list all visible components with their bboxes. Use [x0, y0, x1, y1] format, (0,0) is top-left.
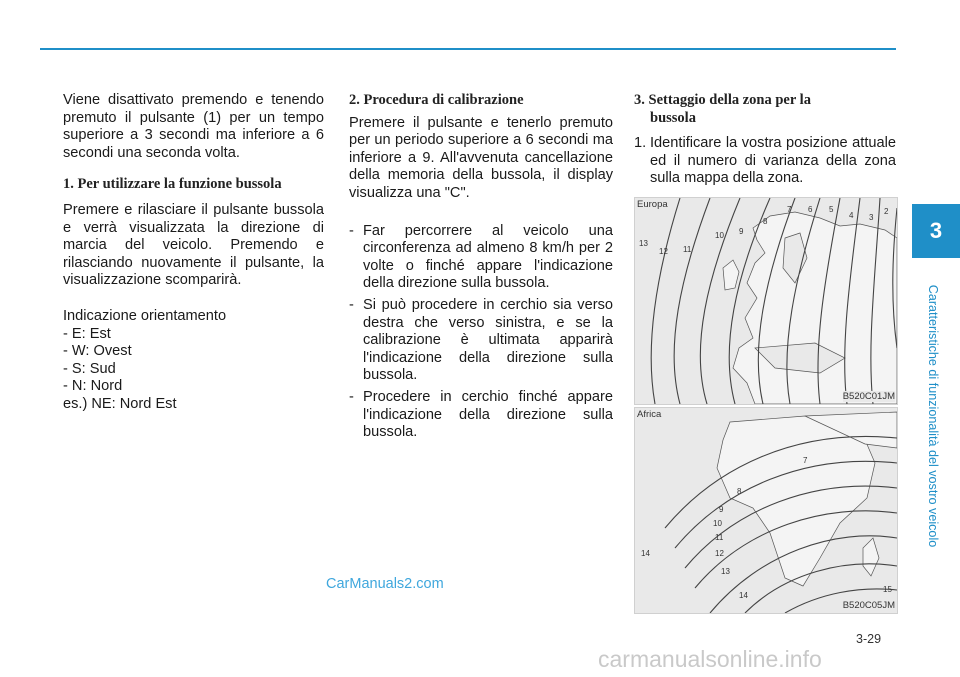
- zone-heading-line1: 3. Settaggio della zona per la: [634, 92, 811, 108]
- europe-zone-map: [634, 197, 898, 405]
- zone-number: 15: [883, 585, 892, 594]
- zone-number: 11: [683, 245, 692, 254]
- calibration-step: [349, 223, 613, 293]
- zone-number: 6: [808, 205, 813, 214]
- bullet-dash: -: [349, 296, 354, 313]
- bullet-dash: -: [349, 222, 354, 239]
- calibration-step: [349, 297, 613, 385]
- zone-number: 11: [715, 533, 724, 542]
- step-number: 1.: [634, 135, 647, 152]
- zone-number: 13: [721, 567, 730, 576]
- compass-paragraph: Premere e rilasciare il pulsante bussola e verrà visualizzata la direzione di marcia del veicolo. Premendo e rilasciando nuovamente il pulsante, la visualizzazione scomparirà.: [63, 201, 324, 289]
- zone-number: 9: [739, 227, 744, 236]
- zone-number: 2: [884, 207, 889, 216]
- map-code-africa: B520C05JM: [842, 600, 895, 611]
- chapter-title-vertical: [920, 263, 946, 568]
- intro-paragraph: Viene disattivato premendo e tenendo premuto il pulsante (1) per un tempo superiore a 3 secondi ma inferiore a 6 secondi una seconda volta.: [63, 92, 324, 161]
- zone-number: 14: [739, 591, 748, 600]
- header-rule: [40, 48, 896, 50]
- africa-map-drawing: [635, 408, 897, 613]
- zone-number: 3: [869, 213, 874, 222]
- calibration-step: [349, 389, 613, 442]
- watermark-carmanuals: CarManuals2.com: [326, 576, 444, 592]
- europe-map-drawing: [635, 198, 897, 404]
- zone-number: 8: [763, 217, 768, 226]
- step-text: Identificare la vostra posizione attuale ed il numero di varianza della zona sulla mappa della zona.: [650, 135, 896, 187]
- map-label-europe: Europa: [637, 199, 668, 210]
- zone-number: 4: [849, 211, 854, 220]
- zone-number: 12: [659, 247, 668, 256]
- column-1: [63, 92, 324, 414]
- bullet-dash: -: [349, 388, 354, 405]
- calibration-paragraph: Premere il pulsante e tenerlo premuto per un periodo superiore a 6 secondi ma inferiore a 9. All'avvenuta cancellazione della memoria della bussola, il display visualizza una "C".: [349, 114, 613, 201]
- section-heading-calibration: 2. Procedura di calibrazione: [349, 92, 524, 108]
- step-text: Si può procedere in cerchio sia verso destra che verso sinistra, e se la calibrazione è ultimata apparirà l'indicazione della direzione sulla bussola.: [363, 296, 613, 384]
- landmass-madagascar: [863, 538, 879, 576]
- column-3: [634, 92, 896, 188]
- step-text: Procedere in cerchio finché appare l'indicazione della direzione sulla bussola.: [363, 388, 613, 441]
- zone-number: 12: [715, 549, 724, 558]
- zone-number: 5: [829, 205, 834, 214]
- africa-zone-map: [634, 407, 898, 614]
- column-2: [349, 92, 613, 446]
- orientation-title: Indicazione orientamento: [63, 307, 227, 324]
- map-label-africa: Africa: [637, 409, 662, 420]
- zone-number: 13: [639, 239, 648, 248]
- zone-number: 10: [715, 231, 724, 240]
- landmass-britain: [723, 260, 739, 290]
- zone-number: 8: [737, 487, 742, 496]
- zone-number: 7: [803, 456, 808, 465]
- section-heading-compass: 1. Per utilizzare la funzione bussola: [63, 176, 282, 193]
- zone-heading-line2: bussola: [650, 109, 696, 126]
- isogonic-line: [700, 198, 740, 404]
- zone-number: 10: [713, 519, 722, 528]
- step-text: Far percorrere al veicolo una circonferenza ad almeno 8 km/h per 2 volte o finché appare l'indicazione della direzione sulla bussola.: [363, 222, 613, 292]
- zone-number: 14: [641, 549, 650, 558]
- orientation-item: - N: Nord: [63, 378, 123, 395]
- zone-step: [634, 135, 896, 188]
- orientation-example: es.) NE: Nord Est: [63, 395, 177, 412]
- landmass-africa: [717, 416, 875, 586]
- section-heading-zone: [634, 92, 896, 127]
- page-number: 3-29: [856, 632, 882, 646]
- chapter-tab: 3: [912, 204, 960, 258]
- chapter-title: Caratteristiche di funzionalità del vostro veicolo: [926, 284, 940, 547]
- zone-number: 9: [719, 505, 724, 514]
- isogonic-line: [674, 198, 710, 404]
- orientation-item: - E: Est: [63, 325, 111, 342]
- isogonic-line: [651, 198, 680, 404]
- orientation-item: - W: Ovest: [63, 343, 132, 360]
- orientation-item: - S: Sud: [63, 360, 116, 377]
- watermark-site: carmanualsonline.info: [598, 646, 822, 672]
- zone-number: 7: [787, 205, 792, 214]
- map-code-europe: B520C01JM: [842, 391, 895, 402]
